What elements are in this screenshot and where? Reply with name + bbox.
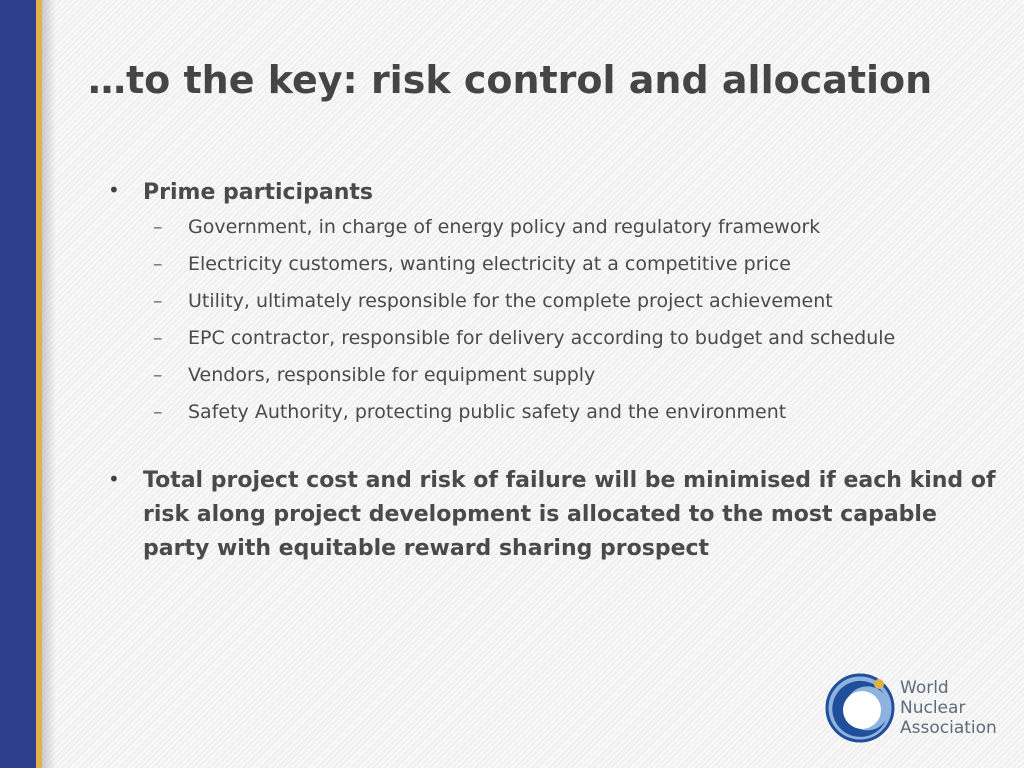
- sub-list: [143, 212, 998, 428]
- bullet-text: Prime participants: [143, 180, 373, 205]
- dash-marker: –: [153, 401, 163, 423]
- side-shadow: [42, 0, 56, 768]
- sub-item-text: Vendors, responsible for equipment supply: [188, 364, 596, 386]
- sub-item-text: Government, in charge of energy policy and regulatory framework: [188, 216, 821, 238]
- bullet-marker: •: [108, 467, 120, 491]
- sub-item-government: [143, 212, 998, 243]
- logo-text: [900, 678, 997, 738]
- sub-item-text: Utility, ultimately responsible for the complete project achievement: [188, 290, 833, 312]
- dash-marker: –: [153, 290, 163, 312]
- sub-item-epc-contractor: [143, 323, 998, 354]
- dash-marker: –: [153, 253, 163, 275]
- sub-item-vendors: [143, 360, 998, 391]
- dash-marker: –: [153, 364, 163, 386]
- slide-title: …to the key: risk control and allocation: [88, 58, 933, 102]
- sub-item-customers: [143, 249, 998, 280]
- bullet-prime-participants: [108, 178, 998, 428]
- sub-item-text: Safety Authority, protecting public safety and the environment: [188, 401, 787, 423]
- logo-word-association: Association: [900, 718, 997, 738]
- sub-item-text: EPC contractor, responsible for delivery according to budget and schedule: [188, 327, 896, 349]
- sub-item-safety-authority: [143, 397, 998, 428]
- bullet-text: Total project cost and risk of failure will be minimised if each kind of risk along project development is allocated to the most capable party with equitable reward sharing prospect: [143, 468, 996, 561]
- dash-marker: –: [153, 327, 163, 349]
- dash-marker: –: [153, 216, 163, 238]
- sub-item-utility: [143, 286, 998, 317]
- logo-word-nuclear: Nuclear: [900, 698, 966, 718]
- bullet-total-project-cost: [108, 464, 998, 566]
- world-nuclear-association-logo: [824, 672, 1004, 744]
- slide-content: [108, 178, 998, 566]
- side-band: [0, 0, 36, 768]
- bullet-marker: •: [108, 178, 120, 202]
- logo-word-world: World: [900, 678, 949, 698]
- sub-item-text: Electricity customers, wanting electricity at a competitive price: [188, 253, 791, 275]
- logo-mark-icon: [824, 672, 896, 744]
